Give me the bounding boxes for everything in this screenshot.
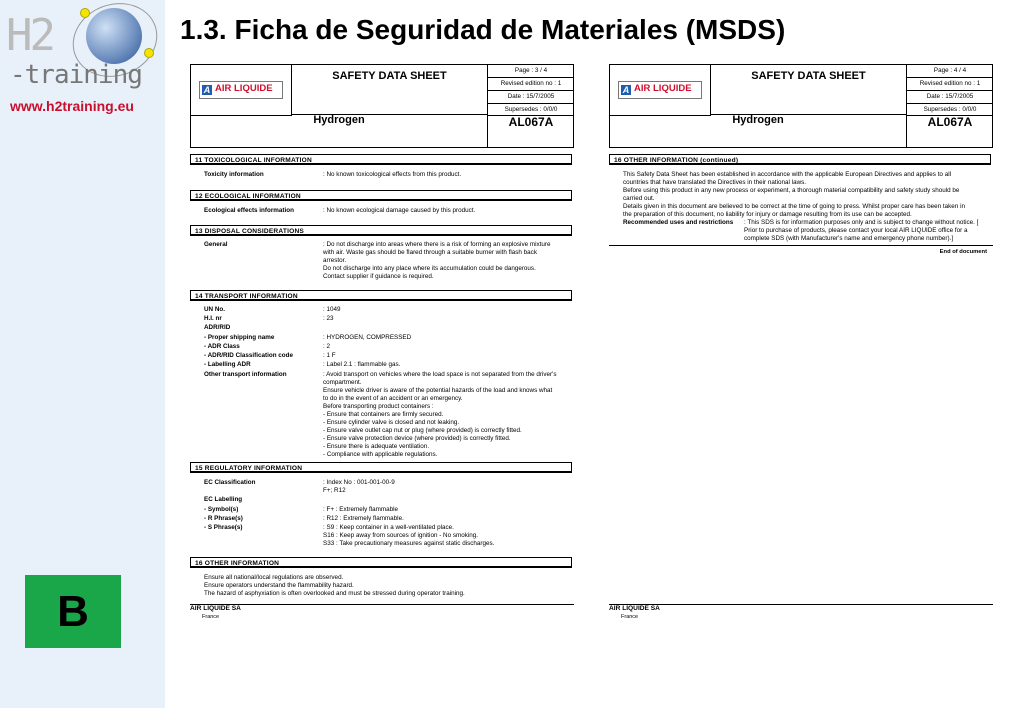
page-number: Page : 3 / 4	[488, 65, 574, 78]
section-12-header: 12 ECOLOGICAL INFORMATION	[190, 190, 572, 201]
row-value: : R12 : Extremely flammable.	[323, 515, 404, 522]
row-value: : Label 2.1 : flammable gas.	[323, 361, 401, 368]
row-value: : Index No : 001-001-00-9 F+; R12	[323, 479, 395, 494]
product-code: AL067A	[508, 115, 554, 129]
h2-training-logo	[4, 4, 164, 94]
row-key: - ADR/RID Classification code	[204, 352, 293, 359]
supersedes: Supersedes : 0/0/0	[504, 106, 558, 113]
logo-text: AIR LIQUIDE	[634, 83, 692, 94]
doc-meta	[906, 65, 993, 116]
product-name: Hydrogen	[610, 116, 907, 147]
sds-page-4	[609, 64, 993, 620]
doc-meta	[487, 65, 574, 116]
row-key: - S Phrase(s)	[204, 524, 243, 531]
page-number: Page : 4 / 4	[907, 65, 993, 78]
orbit-dot-icon	[144, 48, 154, 58]
supersedes: Supersedes : 0/0/0	[923, 106, 977, 113]
sidebar	[0, 0, 165, 708]
row-value: : No known toxicological effects from this product.	[323, 171, 462, 178]
row-key: - ADR Class	[204, 343, 240, 350]
row-value: : No known ecological damage caused by this product.	[323, 207, 476, 214]
logo-training-text: -training	[10, 60, 142, 90]
row-key: - Labelling ADR	[204, 361, 251, 368]
orbit-dot-icon	[80, 8, 90, 18]
disclaimer-text: This Safety Data Sheet has been established in accordance with the applicable European Directives and applies to all countries that have translated the Directives in their national laws. Before using this product in any new process or experiment, a thorough material compatibility and safety study should be carried out. Details given in this document are believed to be correct at the time of going to press. Whilst proper care has been taken in the preparation of this document, no liability for injury or damage resulting from its use can be accepted.	[623, 171, 965, 218]
row-value: : Do not discharge into areas where there is a risk of forming an explosive mixture with air. Waste gas should be flared through a suitable burner with flash back arrestor. Do not discharge into any place where its accumulation could be dangerous. Contact supplier if guidance is required.	[323, 241, 551, 280]
row-value: : 1049	[323, 306, 341, 313]
doc-title: SAFETY DATA SHEET	[711, 65, 906, 115]
row-key: Other transport information	[204, 371, 287, 378]
row-value: : 2	[323, 343, 331, 350]
footer-company: AIR LIQUIDE SA	[609, 605, 660, 612]
globe-icon	[86, 8, 142, 64]
row-key: Ecological effects information	[204, 207, 294, 214]
row-value: : HYDROGEN, COMPRESSED	[323, 334, 412, 341]
row-key: UN No.	[204, 306, 225, 313]
row-key: - Symbol(s)	[204, 506, 239, 513]
product-name: Hydrogen	[191, 116, 488, 147]
logo-text: AIR LIQUIDE	[215, 83, 273, 94]
company-logo-cell	[610, 65, 711, 116]
section-16-continued-header: 16 OTHER INFORMATION (continued)	[609, 154, 991, 165]
row-key: - R Phrase(s)	[204, 515, 243, 522]
website-link[interactable]: www.h2training.eu	[10, 98, 134, 114]
row-value: : F+ : Extremely flammable	[323, 506, 399, 513]
sds-footer	[609, 604, 993, 621]
revision: Revised edition no : 1	[907, 78, 993, 91]
logo-h2-text: H2	[6, 10, 53, 61]
sds-footer	[190, 604, 574, 621]
section-13-header: 13 DISPOSAL CONSIDERATIONS	[190, 225, 572, 236]
row-value: : This SDS is for information purposes only and is subject to change without notice. [ Prior to purchase of products, please contact your local AIR LIQUIDE office for a complete SDS (with Manufacturer's name and emergency phone number).]	[744, 219, 979, 242]
company-logo-cell	[191, 65, 292, 116]
footer-country: France	[202, 614, 220, 620]
other-info-text: Ensure all national/local regulations are observed. Ensure operators understand the flammability hazard. The hazard of asphyxiation is often overlooked and must be stressed during operator training.	[204, 574, 465, 597]
sds-page-3	[190, 64, 574, 620]
row-key: EC Labelling	[204, 496, 243, 503]
date: Date : 15/7/2005	[907, 91, 993, 104]
row-value: : 1 F	[323, 352, 336, 359]
end-of-document: End of document	[939, 249, 987, 255]
row-key: - Proper shipping name	[204, 334, 275, 341]
product-code: AL067A	[927, 115, 973, 129]
row-key: H.I. nr	[204, 315, 222, 322]
row-key: EC Classification	[204, 479, 256, 486]
revision: Revised edition no : 1	[488, 78, 574, 91]
sds-header	[190, 64, 574, 148]
row-key: General	[204, 241, 228, 248]
date: Date : 15/7/2005	[488, 91, 574, 104]
doc-title: SAFETY DATA SHEET	[292, 65, 487, 115]
section-15-header: 15 REGULATORY INFORMATION	[190, 462, 572, 473]
row-key: ADR/RID	[204, 324, 231, 331]
row-value: : Avoid transport on vehicles where the load space is not separated from the driver's compartment. Ensure vehicle driver is aware of the potential hazards of the load and knows what to do in the event of an accident or an emergency. Before transporting product containers : - Ensure that containers are firmly secured. - Ensure cylinder valve is closed and not leaking. - Ensure valve outlet cap nut or plug (where provided) is correctly fitted. - Ensure valve protection device (where provided) is correctly fitted. - Ensure there is adequate ventilation. - Compliance with applicable regulations.	[323, 371, 557, 458]
section-16-header: 16 OTHER INFORMATION	[190, 557, 572, 568]
section-11-header: 11 TOXICOLOGICAL INFORMATION	[190, 154, 572, 165]
sds-header	[609, 64, 993, 148]
air-liquide-logo	[618, 81, 702, 99]
air-liquide-mark-icon: A	[622, 85, 630, 95]
footer-company: AIR LIQUIDE SA	[190, 605, 241, 612]
row-key: Toxicity information	[204, 171, 264, 178]
air-liquide-logo	[199, 81, 283, 99]
row-value: : S9 : Keep container in a well-ventilated place. S16 : Keep away from sources of ignition - No smoking. S33 : Take precautionary measures against static discharges.	[323, 524, 495, 547]
section-14-header: 14 TRANSPORT INFORMATION	[190, 290, 572, 301]
row-value: : 23	[323, 315, 334, 322]
end-divider	[609, 245, 993, 246]
page-title: 1.3. Ficha de Seguridad de Materiales (MSDS)	[180, 14, 786, 45]
air-liquide-mark-icon: A	[203, 85, 211, 95]
footer-country: France	[621, 614, 639, 620]
row-key: Recommended uses and restrictions	[623, 219, 734, 226]
section-badge: B	[25, 575, 121, 648]
